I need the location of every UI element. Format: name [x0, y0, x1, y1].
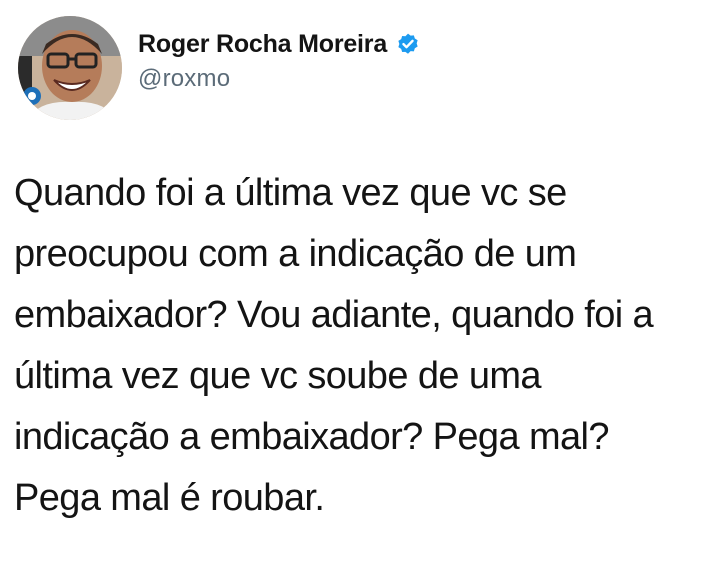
- tweet-text-line: indicação a embaixador? Pega mal?: [14, 416, 609, 458]
- tweet-text-line: Pega mal é roubar.: [14, 477, 325, 519]
- avatar-photo-icon: [18, 16, 122, 120]
- tweet-text-line: preocupou com a indicação de um: [14, 233, 577, 275]
- avatar[interactable]: [18, 16, 122, 120]
- author-display-name[interactable]: Roger Rocha Moreira: [138, 30, 388, 58]
- tweet-text-line: Quando foi a última vez que vc se: [14, 172, 567, 214]
- display-name-row: [138, 30, 421, 59]
- tweet-text-line: embaixador? Vou adiante, quando foi a: [14, 294, 654, 336]
- verified-badge-icon: [395, 32, 421, 58]
- tweet-text-line: última vez que vc soube de uma: [14, 355, 541, 397]
- author-names: [138, 30, 421, 93]
- tweet-text: [14, 163, 714, 529]
- author-handle[interactable]: @roxmo: [138, 65, 231, 92]
- tweet-header: [16, 16, 696, 126]
